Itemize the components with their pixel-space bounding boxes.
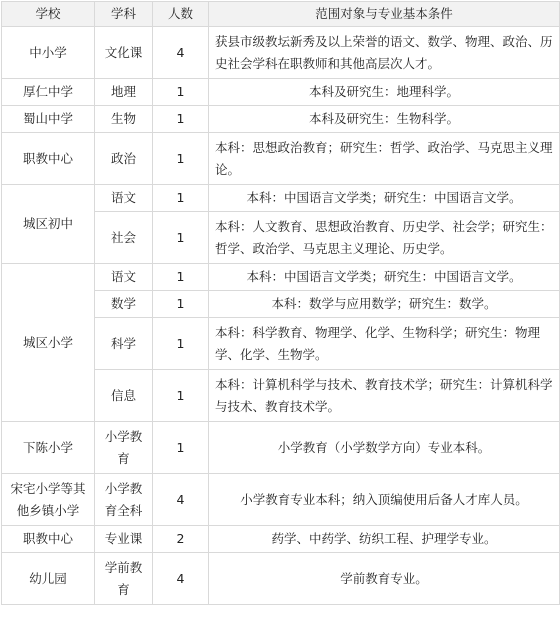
school-cell: 中小学 bbox=[2, 27, 95, 79]
count-cell: 1 bbox=[153, 185, 209, 212]
count-cell: 1 bbox=[153, 106, 209, 133]
conditions-cell: 本科：数学与应用数学；研究生：数学。 bbox=[209, 291, 560, 318]
conditions-cell: 药学、中药学、纺织工程、护理学专业。 bbox=[209, 526, 560, 553]
conditions-cell: 小学教育专业本科；纳入顶编使用后备人才库人员。 bbox=[209, 474, 560, 526]
subject-cell: 语文 bbox=[95, 264, 153, 291]
table-row bbox=[2, 264, 560, 291]
table-row bbox=[2, 133, 560, 185]
count-cell: 1 bbox=[153, 318, 209, 370]
subject-cell: 地理 bbox=[95, 79, 153, 106]
subject-cell: 小学教育 bbox=[95, 422, 153, 474]
conditions-cell: 小学教育（小学数学方向）专业本科。 bbox=[209, 422, 560, 474]
table-row bbox=[2, 474, 560, 526]
conditions-cell: 本科及研究生：地理科学。 bbox=[209, 79, 560, 106]
conditions-cell: 学前教育专业。 bbox=[209, 553, 560, 605]
school-cell: 蜀山中学 bbox=[2, 106, 95, 133]
header-subject: 学科 bbox=[95, 2, 153, 27]
school-cell: 职教中心 bbox=[2, 133, 95, 185]
conditions-cell: 本科：人文教育、思想政治教育、历史学、社会学；研究生：哲学、政治学、马克思主义理论、历史学。 bbox=[209, 212, 560, 264]
school-cell: 城区初中 bbox=[2, 185, 95, 264]
count-cell: 1 bbox=[153, 370, 209, 422]
table-row bbox=[2, 553, 560, 605]
count-cell: 1 bbox=[153, 212, 209, 264]
conditions-cell: 本科及研究生：生物科学。 bbox=[209, 106, 560, 133]
subject-cell: 社会 bbox=[95, 212, 153, 264]
subject-cell: 专业课 bbox=[95, 526, 153, 553]
school-cell: 下陈小学 bbox=[2, 422, 95, 474]
subject-cell: 信息 bbox=[95, 370, 153, 422]
subject-cell: 政治 bbox=[95, 133, 153, 185]
conditions-cell: 本科：思想政治教育；研究生：哲学、政治学、马克思主义理论。 bbox=[209, 133, 560, 185]
table-header-row bbox=[2, 2, 560, 27]
subject-cell: 科学 bbox=[95, 318, 153, 370]
table-row bbox=[2, 422, 560, 474]
conditions-cell: 获县市级教坛新秀及以上荣誉的语文、数学、物理、政治、历史社会学科在职教师和其他高层次人才。 bbox=[209, 27, 560, 79]
count-cell: 2 bbox=[153, 526, 209, 553]
table-row bbox=[2, 27, 560, 79]
table-row bbox=[2, 526, 560, 553]
subject-cell: 文化课 bbox=[95, 27, 153, 79]
count-cell: 4 bbox=[153, 27, 209, 79]
conditions-cell: 本科：科学教育、物理学、化学、生物科学；研究生：物理学、化学、生物学。 bbox=[209, 318, 560, 370]
count-cell: 4 bbox=[153, 553, 209, 605]
table-row bbox=[2, 106, 560, 133]
subject-cell: 语文 bbox=[95, 185, 153, 212]
table-row bbox=[2, 185, 560, 212]
subject-cell: 数学 bbox=[95, 291, 153, 318]
table-row bbox=[2, 79, 560, 106]
subject-cell: 学前教育 bbox=[95, 553, 153, 605]
subject-cell: 生物 bbox=[95, 106, 153, 133]
header-conditions: 范围对象与专业基本条件 bbox=[209, 2, 560, 27]
conditions-cell: 本科：中国语言文学类；研究生：中国语言文学。 bbox=[209, 264, 560, 291]
recruitment-table bbox=[1, 1, 560, 605]
count-cell: 1 bbox=[153, 291, 209, 318]
school-cell: 厚仁中学 bbox=[2, 79, 95, 106]
count-cell: 1 bbox=[153, 133, 209, 185]
count-cell: 1 bbox=[153, 264, 209, 291]
count-cell: 1 bbox=[153, 79, 209, 106]
conditions-cell: 本科：中国语言文学类；研究生：中国语言文学。 bbox=[209, 185, 560, 212]
school-cell: 幼儿园 bbox=[2, 553, 95, 605]
school-cell: 职教中心 bbox=[2, 526, 95, 553]
header-count: 人数 bbox=[153, 2, 209, 27]
conditions-cell: 本科：计算机科学与技术、教育技术学；研究生：计算机科学与技术、教育技术学。 bbox=[209, 370, 560, 422]
header-school: 学校 bbox=[2, 2, 95, 27]
count-cell: 1 bbox=[153, 422, 209, 474]
subject-cell: 小学教育全科 bbox=[95, 474, 153, 526]
school-cell: 宋宅小学等其他乡镇小学 bbox=[2, 474, 95, 526]
school-cell: 城区小学 bbox=[2, 264, 95, 422]
count-cell: 4 bbox=[153, 474, 209, 526]
